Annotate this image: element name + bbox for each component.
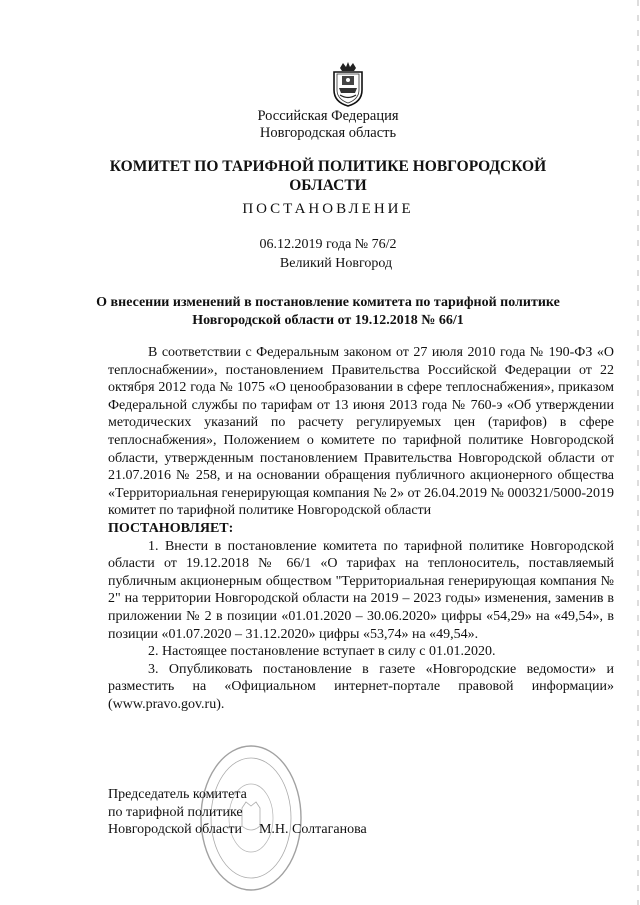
document-body <box>108 344 614 713</box>
city: Великий Новгород <box>279 256 393 271</box>
resolves-heading: ПОСТАНОВЛЯЕТ: <box>108 520 234 536</box>
coat-of-arms-icon <box>328 60 368 108</box>
signature-block <box>108 786 367 839</box>
country-name: Российская Федерация <box>257 108 399 124</box>
committee-title-line1: КОМИТЕТ ПО ТАРИФНОЙ ПОЛИТИКЕ НОВГОРОДСКОЙ <box>109 158 547 175</box>
subject-line1: О внесении изменений в постановление комитета по тарифной политике <box>96 295 560 310</box>
region-name: Новгородская область <box>259 125 397 141</box>
committee-title-line2: ОБЛАСТИ <box>289 177 367 194</box>
subject-line2: Новгородской области от 19.12.2018 № 66/1 <box>192 313 464 328</box>
signer-title-line3 <box>108 821 367 839</box>
item-1: 1. Внести в постановление комитета по тарифной политике Новгородской области от 19.12.2018 № 66/1 «О тарифах на теплоноситель, поставляемый публичным акционерным обществом "Территориальная генерирующая компания № 2" на территории Новгородской области на 2019 – 2023 годы» изменения, заменив в приложении № 2 в позиции «01.01.2020 – 30.06.2020» цифры «54,29» на «49,54», в позиции «01.07.2020 – 31.12.2020» цифры «53,74» на «49,54». <box>108 538 614 642</box>
scan-edge <box>636 0 640 905</box>
item-2: 2. Настоящее постановление вступает в силу с 01.01.2020. <box>148 644 496 660</box>
date-number: 06.12.2019 года № 76/2 <box>259 237 397 252</box>
signer-region: Новгородской области <box>108 822 242 837</box>
document-type: ПОСТАНОВЛЕНИЕ <box>242 201 414 217</box>
preamble-paragraph: В соответствии с Федеральным законом от 27 июля 2010 года № 190-ФЗ «О теплоснабжении», постановлением Правительства Российской Федерации от 22 октября 2012 года № 1075 «О ценообразовании в сфере теплоснабжения», приказом Федеральной службы по тарифам от 13 июня 2013 года № 760-э «Об утверждении методических указаний по расчету регулируемых цен (тарифов) в сфере теплоснабжения», Положением о комитете по тарифной политике Новгородской области, утвержденным постановлением Правительства Новгородской области от 21.07.2016 № 258, и на основании обращения публичного акционерного общества «Территориальная генерирующая компания № 2» от 26.04.2019 № 000321/5000-2019 комитет по тарифной политике Новгородской области <box>108 345 614 519</box>
signer-title-line1: Председатель комитета <box>108 787 247 802</box>
item-3: 3. Опубликовать постановление в газете «Новгородские ведомости» и разместить на «Официальном интернет-портале правовой информации» (www.pravo.gov.ru). <box>108 661 614 712</box>
signer-title-line2: по тарифной политике <box>108 804 243 820</box>
signer-name: М.Н. Солтаганова <box>258 822 367 837</box>
